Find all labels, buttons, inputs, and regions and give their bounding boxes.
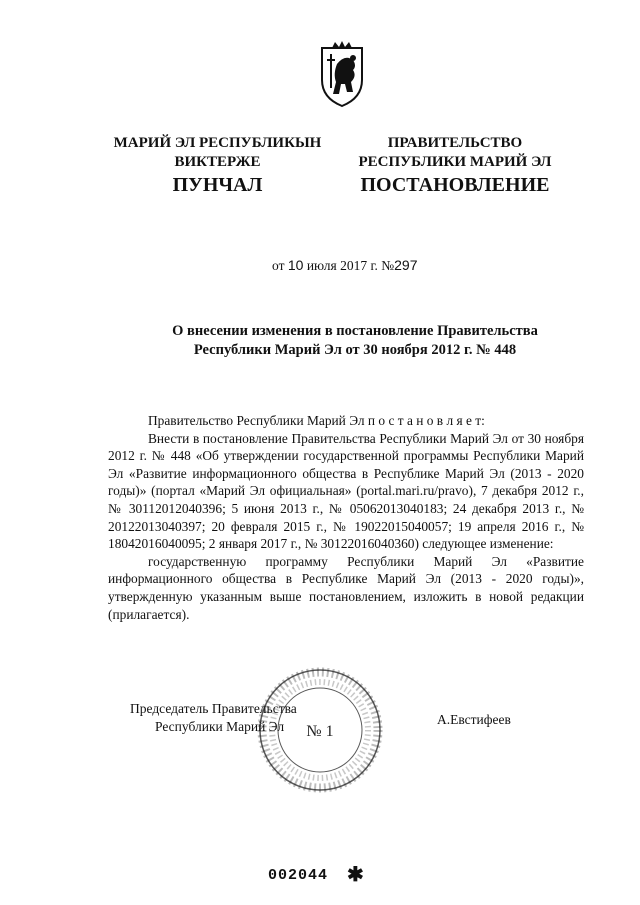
header-left — [95, 134, 340, 172]
signatory-name: А.Евстифеев — [437, 712, 511, 727]
stamp-number: № 1 — [306, 723, 334, 740]
header-right-line2: РЕСПУБЛИКИ МАРИЙ ЭЛ — [358, 154, 552, 170]
signatory-position-line2: Республики Марий Эл — [155, 719, 285, 734]
document-body — [108, 412, 584, 623]
doc-type-mari: ПУНЧАЛ — [172, 174, 263, 196]
signatory-position-line1: Председатель Правительства — [130, 701, 297, 716]
date-day: 10 — [287, 257, 304, 273]
serial-number: 002044 — [268, 867, 329, 884]
header-left-line1: МАРИЙ ЭЛ РЕСПУБЛИКЫН — [113, 135, 322, 151]
date-month-year: июля 2017 г. № — [306, 258, 395, 273]
title-line1: О внесении изменения в постановление Правительства — [172, 323, 538, 339]
body-paragraph-1: Правительство Республики Марий Эл п о с т а н о в л я е т: — [148, 413, 485, 428]
date-prefix: от — [272, 258, 285, 273]
date-line — [272, 257, 418, 274]
header-left-line2: ВИКТЕРЖЕ — [174, 154, 261, 170]
header-right-line1: ПРАВИТЕЛЬСТВО — [387, 135, 523, 151]
signatory-position — [130, 700, 297, 736]
document-title — [130, 322, 580, 360]
body-paragraph-2: Внести в постановление Правительства Республики Марий Эл от 30 ноября 2012 г. № 448 «Об утверждении государственной программы Республики Марий Эл «Развитие информационного общества в Республике Марий Эл (2013 - 2020 годы)» (портал «Марий Эл официальная» (portal.mari.ru/pravo), 7 декабря 2012 г., № 30112012040396; 5 июня 2013 г., № 05062013040183; 24 декабря 2013 г., № 20122013040397; 20 февраля 2015 г., № 19022015040057; 19 апреля 2016 г., № 18042016040095; 2 января 2017 г., № 30122016040360) следующее изменение: — [108, 430, 584, 552]
title-line2: Республики Марий Эл от 30 ноября 2012 г. № 448 — [193, 342, 517, 358]
coat-of-arms-emblem — [317, 40, 367, 110]
asterisk-mark: ✱ — [347, 864, 364, 886]
header-right — [340, 134, 570, 172]
document-number: 297 — [394, 257, 418, 273]
doc-type-russian: ПОСТАНОВЛЕНИЕ — [360, 174, 550, 196]
body-paragraph-3: государственную программу Республики Марий Эл «Развитие информационного общества в Республике Марий Эл (2013 - 2020 годы)», утвержденную указанным выше постановлением, изложить в новой редакции (прилагается). — [108, 553, 584, 622]
